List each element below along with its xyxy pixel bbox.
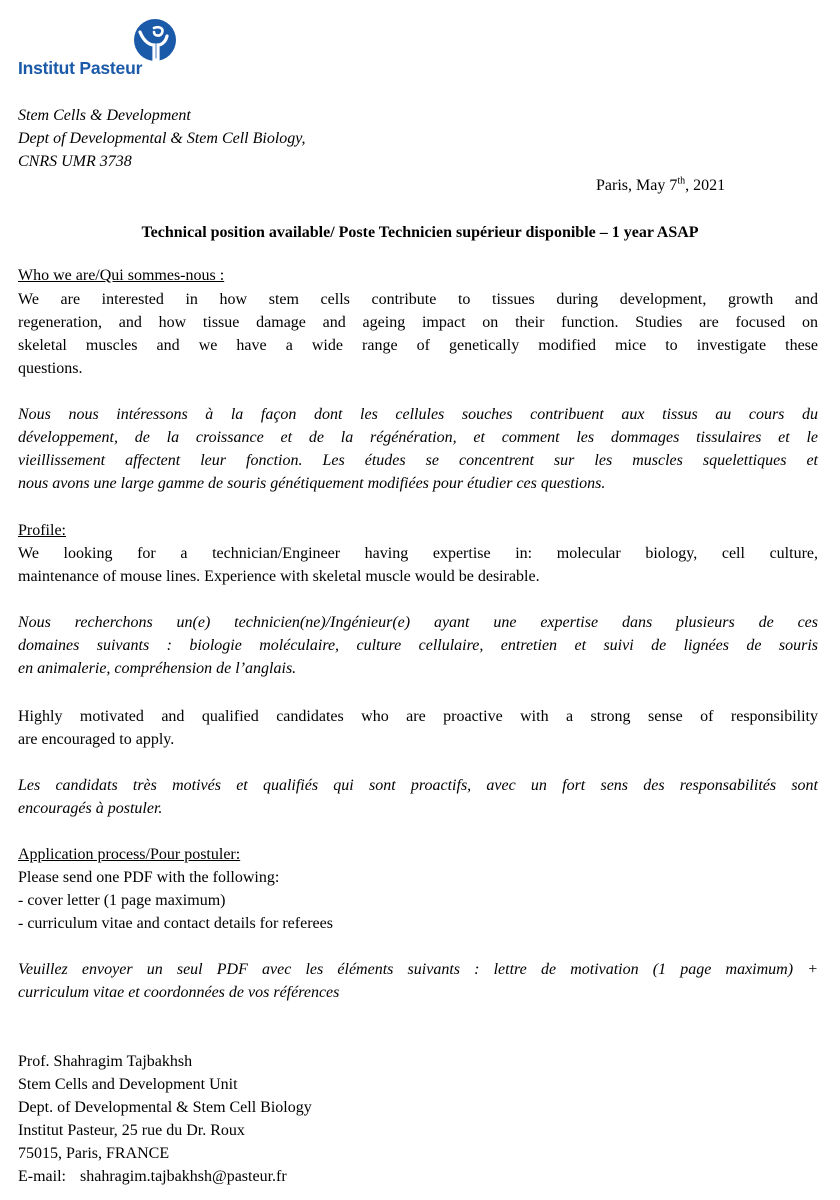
email-label: E-mail:	[18, 1168, 66, 1185]
signature-line: Dept. of Developmental & Stem Cell Biology	[18, 1099, 312, 1116]
position-title: Technical position available/ Poste Technicien supérieur disponible – 1 year ASAP	[141, 224, 699, 241]
department-block	[18, 104, 306, 173]
profile-en-paragraph: We looking for a technician/Engineer having expertise in: molecular biology, cell culture, maintenance of mouse lines. Experience with skeletal muscle would be desirable.	[18, 545, 818, 585]
email-link[interactable]: shahragim.tajbakhsh@pasteur.fr	[79, 1168, 287, 1185]
motivated-fr-paragraph: Les candidats très motivés et qualifiés qui sont proactifs, avec un fort sens des responsabilités sont encouragés à postuler.	[18, 777, 818, 817]
signature-line: 75015, Paris, FRANCE	[18, 1145, 170, 1162]
section-heading-profile: Profile:	[18, 522, 66, 539]
application-fr-paragraph: Veuillez envoyer un seul PDF avec les éléments suivants : lettre de motivation (1 page maximum) + curriculum vitae et coordonnées de vos références	[18, 961, 818, 1001]
email-line	[18, 1165, 312, 1188]
institut-pasteur-logo	[18, 18, 178, 82]
signature-line: Stem Cells and Development Unit	[18, 1076, 238, 1093]
signature-line: Prof. Shahragim Tajbakhsh	[18, 1053, 193, 1070]
signature-block	[18, 1050, 312, 1188]
pasteur-logo-icon	[132, 18, 178, 62]
profile-fr-paragraph: Nous recherchons un(e) technicien(ne)/Ingénieur(e) ayant une expertise dans plusieurs de ces domaines suivants : biologie moléculaire, culture cellulaire, entretien et suivi de lignées de souris en animalerie, compréhension de l’anglais.	[18, 614, 818, 677]
application-list	[18, 866, 333, 935]
motivated-en-paragraph: Highly motivated and qualified candidates who are proactive with a strong sense of responsibility are encouraged to apply.	[18, 708, 818, 748]
who-fr-paragraph: Nous nous intéressons à la façon dont les cellules souches contribuent aux tissus au cours du développement, de la croissance et de la régénération, et comment les dommages tissulaires et le vieillissement affectent leur fonction. Les études se concentrent sur les muscles squelettiques et nous avons une large gamme de souris génétiquement modifiées pour étudier ces questions.	[18, 406, 818, 492]
application-line: - curriculum vitae and contact details for referees	[18, 915, 333, 932]
section-heading-who: Who we are/Qui sommes-nous :	[18, 267, 225, 284]
dept-line: Dept of Developmental & Stem Cell Biology,	[18, 130, 306, 147]
signature-line: Institut Pasteur, 25 rue du Dr. Roux	[18, 1122, 245, 1139]
application-line: - cover letter (1 page maximum)	[18, 892, 226, 909]
dept-line: CNRS UMR 3738	[18, 153, 132, 170]
logo-text: Institut Pasteur	[18, 58, 143, 78]
section-heading-application: Application process/Pour postuler:	[18, 846, 241, 863]
who-en-paragraph: We are interested in how stem cells contribute to tissues during development, growth and regeneration, and how tissue damage and ageing impact on their function. Studies are focused on skeletal muscles and we have a wide range of genetically modified mice to investigate these questions.	[18, 291, 818, 377]
letter-date: Paris, May 7th, 2021	[596, 175, 726, 194]
application-line: Please send one PDF with the following:	[18, 869, 280, 886]
dept-line: Stem Cells & Development	[18, 107, 191, 124]
